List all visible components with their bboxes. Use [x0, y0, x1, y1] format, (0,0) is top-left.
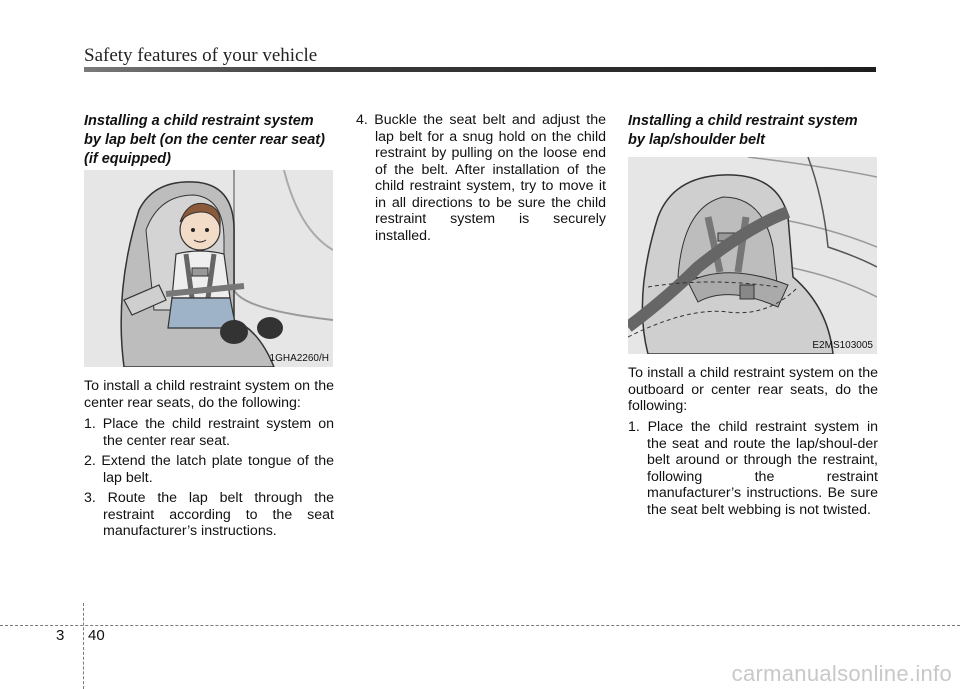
right-subhead [628, 112, 878, 150]
child-seat-lap-shoulder-belt-illustration [628, 157, 877, 354]
list-item: 4. Buckle the seat belt and adjust the lap belt for a snug hold on the child restraint by pulling on the loose end of the belt. After installation of the child restraint system, try to move it in all directions to be sure the child restraint system is securely installed. [356, 112, 606, 244]
page-header-title: Safety features of your vehicle [84, 45, 318, 66]
left-intro: To install a child restraint system on the center rear seats, do the following: [84, 378, 334, 411]
lap-belt-drawing [84, 170, 333, 367]
figure-code: E2MS103005 [812, 340, 873, 351]
page-number: 40 [88, 627, 105, 644]
right-subhead-line: by lap/shoulder belt [628, 132, 765, 148]
watermark: carmanualsonline.info [731, 661, 952, 686]
middle-steps [356, 112, 606, 248]
list-item: 3. Route the lap belt through the restraint according to the seat manufacturer’s instructions. [84, 490, 334, 539]
footer-vertical-divider [83, 603, 84, 689]
right-intro: To install a child restraint system on the outboard or center rear seats, do the following: [628, 365, 878, 414]
left-subhead [84, 112, 334, 169]
left-steps [84, 416, 334, 544]
list-item: 1. Place the child restraint system in the seat and route the lap/shoul-der belt around or through the restraint, following the restraint manufacturer’s instructions. Be sure the seat belt webbing is not twisted. [628, 419, 878, 518]
right-steps [628, 419, 878, 522]
figure-code: 1GHA2260/H [269, 353, 329, 364]
chapter-number: 3 [56, 627, 65, 644]
left-subhead-line: by lap belt (on the center rear seat) [84, 132, 325, 148]
right-subhead-line: Installing a child restraint system [628, 113, 858, 129]
left-subhead-line: (if equipped) [84, 151, 171, 167]
list-item: 1. Place the child restraint system on the center rear seat. [84, 416, 334, 449]
left-subhead-line: Installing a child restraint system [84, 113, 314, 129]
list-item: 2. Extend the latch plate tongue of the lap belt. [84, 453, 334, 486]
footer-divider [0, 625, 960, 626]
lap-shoulder-belt-drawing [628, 157, 877, 354]
header-rule [84, 67, 876, 72]
child-seat-lap-belt-illustration [84, 170, 333, 367]
